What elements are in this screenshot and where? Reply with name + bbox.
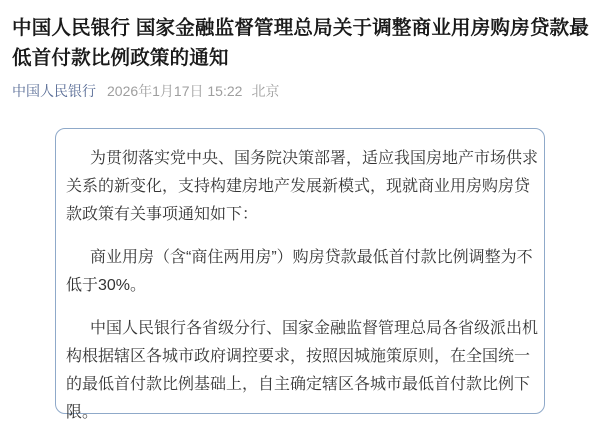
page-title: 中国人民银行 国家金融监督管理总局关于调整商业用房购房贷款最低首付款比例政策的通知 xyxy=(12,17,589,69)
notice-paragraph: 为贯彻落实党中央、国务院决策部署，适应我国房地产市场供求关系的新变化，支持构建房地产发展新模式，现就商业用房购房贷款政策有关事项通知如下： xyxy=(66,150,539,223)
publish-datetime: 2026年1月17日 15:22 xyxy=(107,83,243,99)
notice-paragraph: 中国人民银行各省级分行、国家金融监督管理总局各省级派出机构根据辖区各城市政府调控要求，按照因城施策原则，在全国统一的最低首付款比例基础上，自主确定辖区各城市最低首付款比例下限。 xyxy=(66,320,539,421)
publish-location: 北京 xyxy=(251,83,280,99)
article-header xyxy=(0,0,600,99)
notice-card xyxy=(55,128,545,421)
notice-paragraph: 商业用房（含“商住两用房”）购房贷款最低首付款比例调整为不低于30%。 xyxy=(66,249,533,294)
article-meta xyxy=(12,83,590,99)
source-account-link[interactable]: 中国人民银行 xyxy=(12,83,96,99)
